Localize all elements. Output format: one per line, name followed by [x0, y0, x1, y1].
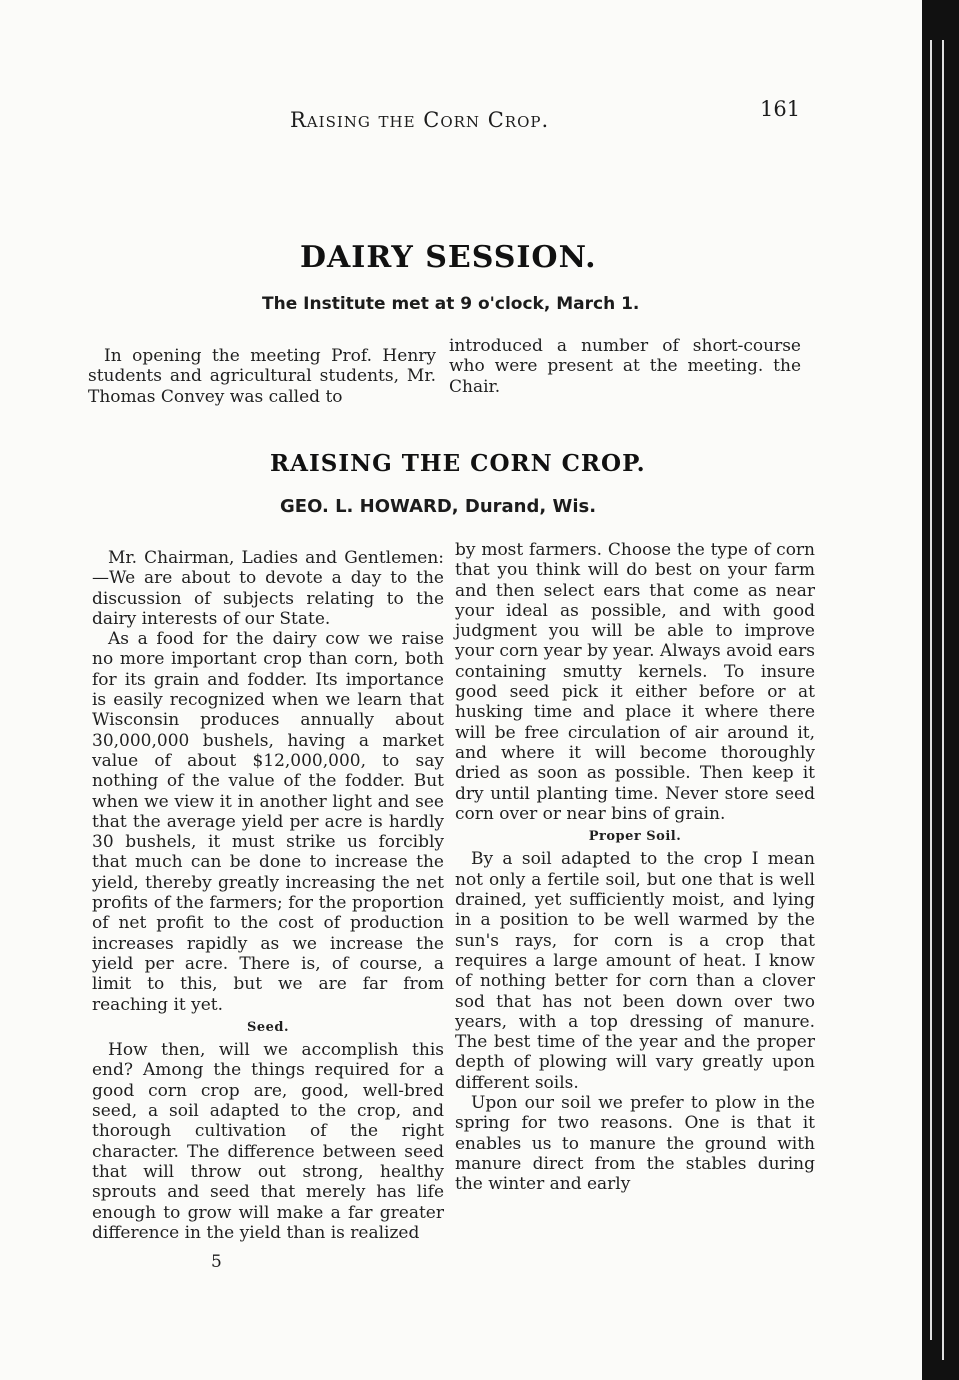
opening-left-text: In opening the meeting Prof. Henry students and agricultural students, Mr. Thomas Convey was called to [88, 346, 436, 407]
opening-left [88, 346, 436, 407]
right-paragraph-3: Upon our soil we prefer to plow in the spring for two reasons. One is that it enables us to manure the ground with manure direct from the stables during the winter and early [455, 1093, 815, 1195]
byline: GEO. L. HOWARD, Durand, Wis. [280, 496, 597, 517]
left-paragraph-2: As a food for the dairy cow we raise no more important crop than corn, both for its grain and fodder. Its importance is easily recognized when we learn that Wisconsin produces annually about 30,000,000 bushels, having a market value of about $12,000,000, to say nothing of the value of the fodder. But when we view it in another light and see that the average yield per acre is hardly 30 bushels, it must strike us forcibly that much can be done to increase the yield, thereby greatly increasing the net profits of the farmers; for the proportion of net profit to the cost of production increases rapidly as we increase the yield per acre. There is, of course, a limit to this, but we are far from reaching it yet. [92, 629, 444, 1015]
left-paragraph-1: Mr. Chairman, Ladies and Gentlemen:—We are about to devote a day to the discussion of subjects relating to the dairy interests of our State. [92, 548, 444, 629]
article-title: RAISING THE CORN CROP. [270, 450, 646, 477]
subhead-seed: Seed. [246, 1019, 290, 1035]
left-column [92, 548, 444, 1243]
opening-right [449, 336, 801, 397]
left-paragraph-3: How then, will we accomplish this end? Among the things required for a good corn crop are, good, well-bred seed, a soil adapted to the crop, and thorough cultivation of the right character. The difference between seed that will throw out strong, healthy sprouts and seed that merely has life enough to grow will make a far greater difference in the yield than is realized [92, 1040, 444, 1243]
page-edge-shadow [922, 0, 959, 1380]
running-head: Raising the Corn Crop. [290, 108, 550, 132]
right-paragraph-2: By a soil adapted to the crop I mean not only a fertile soil, but one that is well drained, yet sufficiently moist, and lying in a position to be well warmed by the sun's rays, for corn is a crop that requires a large amount of heat. I know of nothing better for corn than a clover sod that has not been down over two years, with a top dressing of manure. The best time of the year and the proper depth of plowing will vary greatly upon different soils. [455, 849, 815, 1093]
page-edge-line [930, 40, 932, 1340]
subhead-soil: Proper Soil. [588, 829, 682, 845]
opening-right-text: introduced a number of short-course who were present at the meeting. the Chair. [449, 336, 801, 397]
page-number: 161 [760, 97, 801, 121]
meeting-line: The Institute met at 9 o'clock, March 1. [262, 294, 640, 314]
signature-mark: 5 [211, 1252, 222, 1272]
page-edge-line [942, 40, 944, 1360]
session-heading: DAIRY SESSION. [300, 240, 597, 275]
right-column [455, 540, 815, 1195]
right-paragraph-1: by most farmers. Choose the type of corn that you think will do best on your farm and then select ears that come as near your ideal as possible, and with good judgment you will be able to improve your corn year by year. Always avoid ears containing smutty kernels. To insure good seed pick it either before or at husking time and place it where there will be free circulation of air around it, and where it will become thoroughly dried as soon as possible. Then keep it dry until planting time. Never store seed corn over or near bins of grain. [455, 540, 815, 824]
